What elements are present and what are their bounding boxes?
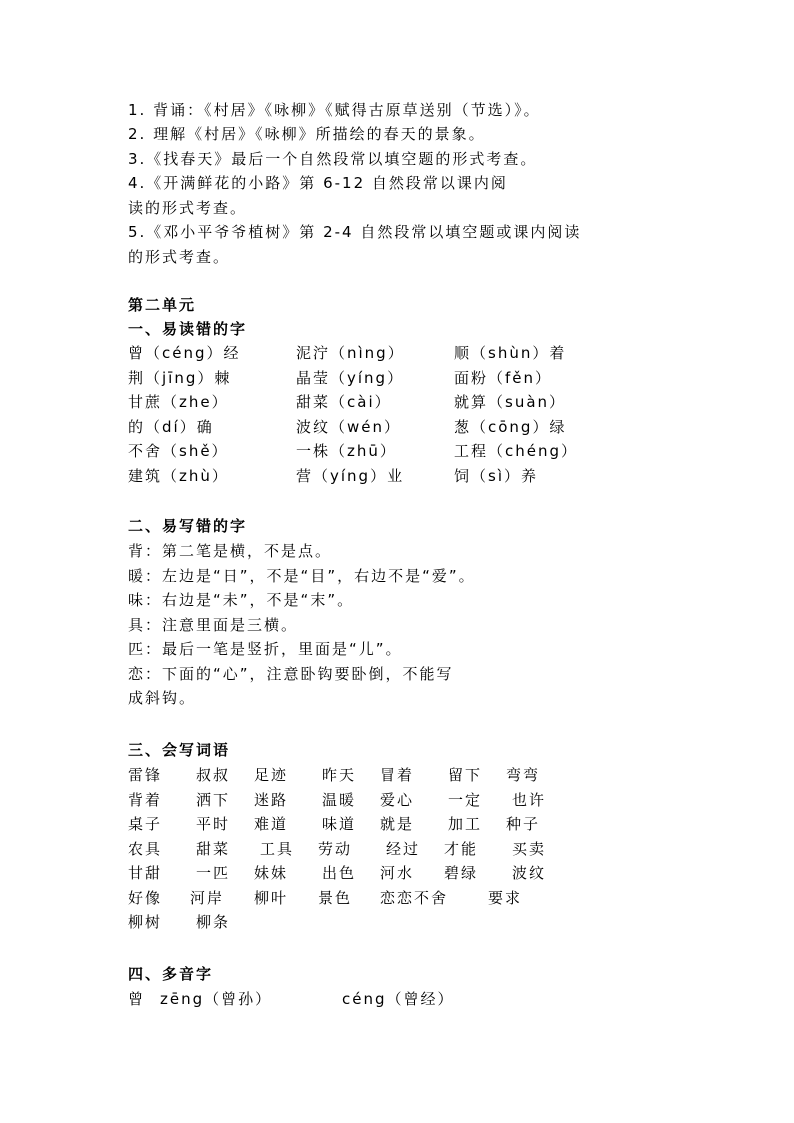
intro-item-3: 3.《找春天》最后一个自然段常以填空题的形式考查。	[128, 150, 538, 168]
vocab-word: 出色	[322, 864, 357, 882]
vocab-word: 甘甜	[128, 864, 163, 882]
vocab-word: 弯弯	[506, 766, 541, 784]
vocab-word: 河岸	[190, 888, 225, 907]
vocab-word: 叔叔	[196, 766, 231, 784]
misread-word: 的（dí）确	[128, 417, 214, 436]
vocab-word: 雷锋	[128, 766, 163, 784]
intro-item-1: 1. 背诵：《村居》《咏柳》《赋得古原草送别（节选）》。	[128, 101, 541, 119]
misread-word: 葱（cōng）绿	[454, 417, 567, 436]
vocab-word: 背着	[128, 790, 163, 809]
misread-word: 甘蔗（zhe）	[128, 393, 229, 411]
polyphone-reading-1: zēng（曾孙）	[160, 990, 273, 1008]
misread-word: 不舍（shě）	[128, 442, 229, 460]
intro-item-5-cont: 的形式考查。	[128, 248, 231, 266]
vocab-word: 昨天	[322, 766, 357, 784]
vocab-word: 柳叶	[254, 888, 289, 907]
vocab-word: 经过	[386, 839, 421, 858]
vocab-word: 一定	[448, 790, 483, 809]
misread-word: 就算（suàn）	[454, 393, 567, 411]
vocab-word: 柳树	[128, 913, 163, 931]
misread-word: 曾（céng）经	[128, 344, 241, 362]
polyphone-reading-2: céng（曾经）	[342, 990, 455, 1008]
misread-word: 泥泞（nìng）	[296, 344, 405, 362]
vocab-word: 足迹	[254, 766, 289, 784]
vocab-word: 甜菜	[196, 839, 231, 858]
section-4-title: 四、多音字	[128, 965, 214, 983]
misread-word: 顺（shùn）着	[454, 344, 567, 362]
vocab-word: 味道	[322, 815, 357, 833]
vocab-word: 农具	[128, 839, 163, 858]
vocab-word: 留下	[448, 766, 483, 784]
vocab-word: 平时	[196, 815, 231, 833]
polyphone-char: 曾	[128, 990, 146, 1008]
misread-word: 面粉（fěn）	[454, 368, 553, 387]
miswritten-char-note: 暖：左边是“日”，不是“目”，右边不是“爱”。	[128, 566, 476, 585]
vocab-word: 也许	[512, 790, 547, 809]
misread-word: 甜菜（cài）	[296, 393, 392, 411]
miswritten-char-note: 背：第二笔是横，不是点。	[128, 542, 333, 560]
vocab-word: 爱心	[380, 790, 415, 809]
miswritten-char-note: 味：右边是“未”，不是“末”。	[128, 591, 355, 609]
vocab-word: 妹妹	[254, 864, 289, 882]
misread-word: 波纹（wén）	[296, 417, 402, 436]
vocab-word: 洒下	[196, 790, 231, 809]
miswritten-char-note: 成斜钩。	[128, 689, 197, 707]
vocab-word: 景色	[318, 888, 353, 907]
vocab-word: 迷路	[254, 790, 289, 809]
intro-item-4: 4.《开满鲜花的小路》第 6-12 自然段常以课内阅	[128, 174, 508, 192]
vocab-word: 一匹	[196, 864, 231, 882]
vocab-word: 碧绿	[444, 864, 479, 882]
intro-item-4-cont: 读的形式考查。	[128, 199, 248, 217]
misread-word: 建筑（zhù）	[128, 466, 229, 485]
misread-word: 营（yíng）业	[296, 466, 405, 485]
vocab-word: 买卖	[512, 839, 547, 858]
vocab-word: 柳条	[196, 913, 231, 931]
vocab-word: 劳动	[318, 839, 353, 858]
intro-item-2: 2. 理解《村居》《咏柳》所描绘的春天的景象。	[128, 125, 486, 143]
vocab-word: 工具	[260, 839, 295, 858]
vocab-word: 加工	[448, 815, 483, 833]
vocab-word: 桌子	[128, 815, 163, 833]
vocab-word: 种子	[506, 815, 541, 833]
section-3-title: 三、会写词语	[128, 741, 231, 759]
miswritten-char-note: 匹：最后一笔是竖折，里面是“儿”。	[128, 640, 403, 658]
unit-title: 第二单元	[128, 296, 197, 314]
vocab-word: 波纹	[512, 864, 547, 882]
vocab-word: 冒着	[380, 766, 415, 784]
misread-word: 一株（zhū）	[296, 442, 397, 460]
vocab-word: 要求	[488, 888, 523, 907]
vocab-word: 就是	[380, 815, 415, 833]
vocab-word: 河水	[380, 864, 415, 882]
vocab-word: 恋恋不舍	[380, 888, 449, 907]
vocab-word: 温暖	[322, 790, 357, 809]
vocab-word: 才能	[444, 839, 479, 858]
section-1-title: 一、易读错的字	[128, 320, 248, 338]
miswritten-char-note: 恋：下面的“心”，注意卧钩要卧倒，不能写	[128, 664, 454, 683]
miswritten-char-note: 具：注意里面是三横。	[128, 615, 299, 634]
vocab-word: 好像	[128, 888, 163, 907]
misread-word: 工程（chéng）	[454, 442, 579, 460]
vocab-word: 难道	[254, 815, 289, 833]
intro-item-5: 5.《邓小平爷爷植树》第 2-4 自然段常以填空题或课内阅读	[128, 223, 582, 241]
misread-word: 荆（jīng）棘	[128, 368, 232, 387]
section-2-title: 二、易写错的字	[128, 517, 248, 535]
misread-word: 饲（sì）养	[454, 466, 538, 485]
misread-word: 晶莹（yíng）	[296, 368, 405, 387]
